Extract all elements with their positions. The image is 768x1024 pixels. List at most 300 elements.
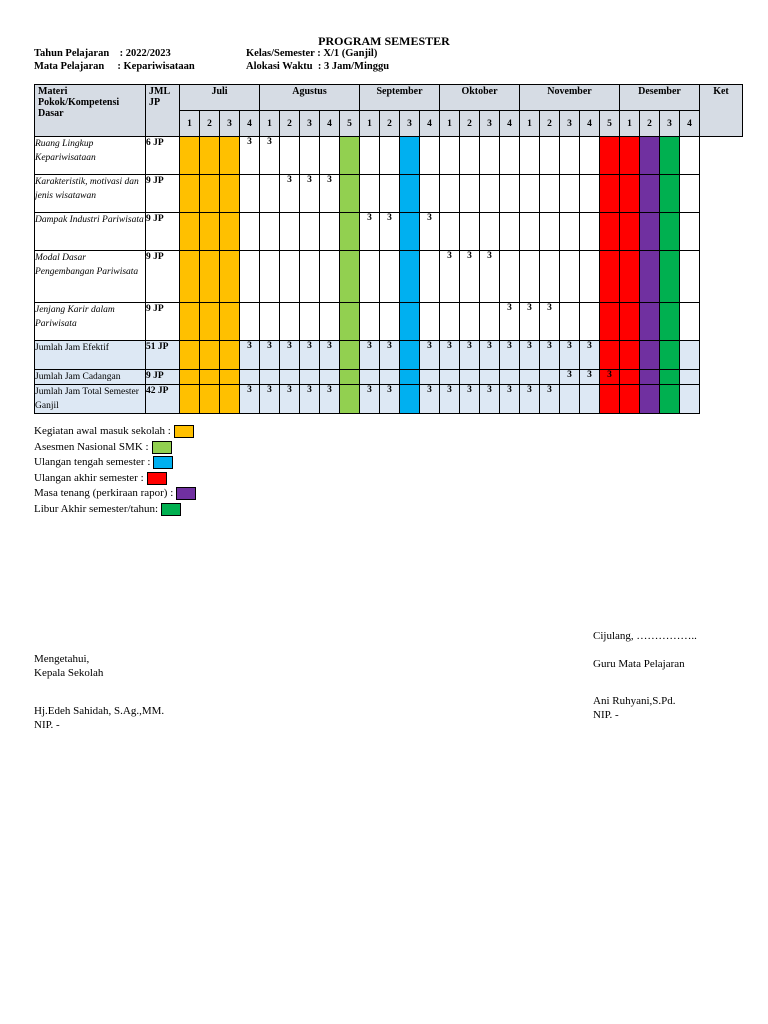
week-header: 2 [200, 111, 220, 137]
week-cell [200, 303, 220, 341]
week-cell: 3 [360, 213, 380, 251]
week-cell [460, 213, 480, 251]
jml-cell: 6 JP [146, 137, 180, 175]
week-cell [440, 137, 460, 175]
week-cell [580, 175, 600, 213]
week-cell [280, 303, 300, 341]
legend-swatch [174, 425, 194, 438]
week-cell [500, 213, 520, 251]
legend-label: Masa tenang (perkiraan rapor) : [34, 487, 174, 499]
week-cell [260, 370, 280, 385]
materi-cell: Jumlah Jam Efektif [35, 341, 146, 370]
guru-name: Ani Ruhyani,S.Pd. [593, 695, 676, 707]
week-cell [380, 303, 400, 341]
week-cell: 3 [440, 385, 460, 414]
week-header: 3 [300, 111, 320, 137]
week-cell [280, 137, 300, 175]
week-cell: 3 [600, 370, 620, 385]
week-header: 1 [520, 111, 540, 137]
week-cell [300, 370, 320, 385]
week-cell [180, 303, 200, 341]
week-cell [540, 370, 560, 385]
week-cell [660, 251, 680, 303]
week-cell [240, 370, 260, 385]
week-cell: 3 [260, 137, 280, 175]
week-cell: 3 [460, 385, 480, 414]
week-cell [260, 303, 280, 341]
week-cell [280, 213, 300, 251]
week-cell: 3 [320, 341, 340, 370]
week-cell [560, 175, 580, 213]
table-row [35, 175, 743, 213]
week-cell [340, 175, 360, 213]
kepala-sekolah-name: Hj.Edeh Sahidah, S.Ag.,MM. [34, 705, 165, 717]
header-materi: Materi Pokok/Kompetensi Dasar [35, 85, 146, 137]
week-cell [480, 175, 500, 213]
week-cell [560, 213, 580, 251]
table-row [35, 213, 743, 251]
month-header: November [520, 85, 620, 111]
week-cell [640, 137, 660, 175]
week-cell [340, 385, 360, 414]
legend-swatch [152, 441, 172, 454]
week-cell [360, 137, 380, 175]
week-cell [660, 341, 680, 370]
week-cell [420, 251, 440, 303]
kepala-sekolah-label: Kepala Sekolah [34, 667, 104, 679]
month-header: September [360, 85, 440, 111]
ket-cell [680, 303, 700, 341]
week-cell: 3 [500, 303, 520, 341]
week-header: 2 [640, 111, 660, 137]
week-cell [400, 370, 420, 385]
page-title: PROGRAM SEMESTER [318, 34, 450, 48]
week-cell: 3 [560, 341, 580, 370]
kelas-semester: Kelas/Semester : X/1 (Ganjil) [246, 48, 378, 59]
week-header: 5 [600, 111, 620, 137]
week-cell: 3 [500, 385, 520, 414]
jml-cell: 9 JP [146, 370, 180, 385]
kepala-sekolah-nip: NIP. - [34, 719, 60, 731]
summary-row [35, 370, 743, 385]
week-cell [480, 370, 500, 385]
week-cell: 3 [380, 213, 400, 251]
week-cell [240, 175, 260, 213]
week-cell: 3 [360, 385, 380, 414]
week-header: 3 [220, 111, 240, 137]
week-cell [400, 251, 420, 303]
legend-item [34, 486, 196, 502]
week-cell [580, 385, 600, 414]
week-cell [340, 213, 360, 251]
month-header: Juli [180, 85, 260, 111]
week-cell [460, 175, 480, 213]
week-cell [600, 251, 620, 303]
week-cell [580, 251, 600, 303]
week-cell: 3 [480, 341, 500, 370]
legend-swatch [161, 503, 181, 516]
week-cell [180, 370, 200, 385]
week-cell: 3 [240, 385, 260, 414]
week-cell: 3 [380, 341, 400, 370]
week-header: 3 [660, 111, 680, 137]
week-cell: 3 [520, 385, 540, 414]
week-header: 4 [320, 111, 340, 137]
week-cell [420, 303, 440, 341]
week-cell [200, 137, 220, 175]
week-cell: 3 [300, 341, 320, 370]
week-cell: 3 [420, 213, 440, 251]
week-header: 4 [680, 111, 700, 137]
week-cell [620, 370, 640, 385]
week-cell [540, 251, 560, 303]
week-cell [240, 213, 260, 251]
week-cell [600, 213, 620, 251]
ket-cell [680, 370, 700, 385]
week-cell: 3 [480, 385, 500, 414]
week-cell [520, 251, 540, 303]
week-cell [320, 370, 340, 385]
week-cell [500, 370, 520, 385]
legend-label: Libur Akhir semester/tahun: [34, 502, 159, 515]
table-row [35, 303, 743, 341]
week-cell [640, 385, 660, 414]
week-cell [520, 213, 540, 251]
week-cell: 3 [580, 370, 600, 385]
week-cell [420, 175, 440, 213]
week-cell [180, 385, 200, 414]
jml-cell: 9 JP [146, 213, 180, 251]
week-cell [600, 175, 620, 213]
week-cell [340, 370, 360, 385]
week-cell [480, 137, 500, 175]
week-cell [600, 341, 620, 370]
week-header: 1 [360, 111, 380, 137]
week-cell [460, 137, 480, 175]
week-header: 3 [480, 111, 500, 137]
week-cell [420, 370, 440, 385]
month-header: Oktober [440, 85, 520, 111]
week-cell [620, 303, 640, 341]
week-cell [660, 385, 680, 414]
week-cell [400, 385, 420, 414]
week-header: 1 [180, 111, 200, 137]
week-cell [460, 303, 480, 341]
ket-cell [680, 213, 700, 251]
week-cell [220, 341, 240, 370]
week-cell [260, 213, 280, 251]
legend-label: Asesmen Nasional SMK : [34, 440, 149, 453]
week-cell [400, 175, 420, 213]
week-header: 4 [420, 111, 440, 137]
week-cell [380, 137, 400, 175]
week-cell [560, 251, 580, 303]
week-cell [520, 370, 540, 385]
jml-cell: 42 JP [146, 385, 180, 414]
week-cell [460, 370, 480, 385]
week-cell: 3 [360, 341, 380, 370]
week-cell [220, 137, 240, 175]
week-cell [440, 303, 460, 341]
week-cell [340, 251, 360, 303]
week-header: 3 [400, 111, 420, 137]
week-cell [500, 251, 520, 303]
week-cell: 3 [240, 341, 260, 370]
legend-item [34, 424, 196, 440]
week-header: 2 [460, 111, 480, 137]
week-cell [400, 213, 420, 251]
week-cell [660, 175, 680, 213]
jml-cell: 51 JP [146, 341, 180, 370]
week-header: 2 [380, 111, 400, 137]
week-cell [340, 341, 360, 370]
week-cell [520, 175, 540, 213]
materi-cell: Jenjang Karir dalam Pariwisata [35, 303, 146, 341]
jml-cell: 9 JP [146, 251, 180, 303]
week-cell [440, 175, 460, 213]
week-cell [200, 251, 220, 303]
week-cell [220, 175, 240, 213]
week-cell [560, 303, 580, 341]
week-cell [300, 137, 320, 175]
week-cell [560, 385, 580, 414]
week-cell: 3 [320, 385, 340, 414]
guru-mapel-label: Guru Mata Pelajaran [593, 658, 685, 670]
month-header: Agustus [260, 85, 360, 111]
materi-cell: Modal Dasar Pengembangan Pariwisata [35, 251, 146, 303]
week-cell [620, 137, 640, 175]
week-cell [580, 303, 600, 341]
week-cell [300, 213, 320, 251]
header-ket: Ket [700, 85, 743, 137]
mengetahui-label: Mengetahui, [34, 653, 90, 665]
legend-item [34, 471, 196, 487]
week-cell [200, 341, 220, 370]
week-cell [380, 370, 400, 385]
legend-item [34, 455, 196, 471]
place-date: Cijulang, …………….. [593, 630, 697, 642]
materi-cell: Dampak Industri Pariwisata [35, 213, 146, 251]
legend-item [34, 440, 196, 456]
week-header: 1 [620, 111, 640, 137]
mata-pelajaran: Mata Pelajaran : Kepariwisataan [34, 61, 195, 72]
week-cell [340, 137, 360, 175]
week-cell [440, 213, 460, 251]
ket-cell [680, 251, 700, 303]
summary-row [35, 341, 743, 370]
week-cell: 3 [540, 385, 560, 414]
table-row [35, 251, 743, 303]
week-cell: 3 [420, 341, 440, 370]
week-cell [640, 251, 660, 303]
week-cell [640, 303, 660, 341]
week-cell: 3 [540, 303, 560, 341]
legend [34, 424, 196, 517]
week-cell [540, 175, 560, 213]
week-cell [200, 175, 220, 213]
materi-cell: Jumlah Jam Cadangan [35, 370, 146, 385]
guru-nip: NIP. - [593, 709, 619, 721]
week-cell: 3 [380, 385, 400, 414]
week-cell: 3 [460, 251, 480, 303]
week-cell [320, 137, 340, 175]
week-cell [180, 213, 200, 251]
ket-cell [680, 175, 700, 213]
week-cell [580, 137, 600, 175]
week-cell: 3 [440, 251, 460, 303]
week-cell: 3 [280, 341, 300, 370]
week-cell [220, 251, 240, 303]
week-cell: 3 [520, 303, 540, 341]
week-cell [220, 370, 240, 385]
week-cell [400, 137, 420, 175]
week-cell [380, 251, 400, 303]
materi-cell: Ruang Lingkup Kepariwisataan [35, 137, 146, 175]
legend-label: Ulangan akhir semester : [34, 471, 144, 484]
tahun-pelajaran: Tahun Pelajaran : 2022/2023 [34, 48, 171, 59]
week-cell: 3 [300, 385, 320, 414]
week-cell [240, 303, 260, 341]
week-header: 2 [540, 111, 560, 137]
week-cell: 3 [500, 341, 520, 370]
week-cell [480, 303, 500, 341]
week-cell [200, 370, 220, 385]
legend-label: Kegiatan awal masuk sekolah : [34, 425, 171, 437]
week-cell: 3 [440, 341, 460, 370]
week-cell [260, 175, 280, 213]
ket-cell [680, 137, 700, 175]
week-cell [400, 303, 420, 341]
week-header: 2 [280, 111, 300, 137]
week-cell [520, 137, 540, 175]
week-cell [300, 251, 320, 303]
week-cell [240, 251, 260, 303]
legend-swatch [147, 472, 167, 485]
week-header: 4 [240, 111, 260, 137]
week-cell [360, 303, 380, 341]
week-cell: 3 [560, 370, 580, 385]
legend-label: Ulangan tengah semester : [34, 456, 151, 468]
week-cell [660, 370, 680, 385]
week-cell [640, 213, 660, 251]
week-cell [360, 175, 380, 213]
legend-swatch [176, 487, 196, 500]
legend-swatch [153, 456, 173, 469]
week-cell [600, 137, 620, 175]
week-cell [640, 341, 660, 370]
week-cell [660, 303, 680, 341]
week-header: 4 [500, 111, 520, 137]
ket-cell [680, 385, 700, 414]
week-cell [200, 213, 220, 251]
week-cell [560, 137, 580, 175]
week-cell [620, 341, 640, 370]
week-cell [660, 213, 680, 251]
week-cell [640, 175, 660, 213]
week-cell [300, 303, 320, 341]
week-cell [540, 137, 560, 175]
week-cell: 3 [420, 385, 440, 414]
week-cell [180, 341, 200, 370]
week-cell [180, 251, 200, 303]
materi-cell: Karakteristik, motivasi dan jenis wisatawan [35, 175, 146, 213]
week-cell [220, 385, 240, 414]
week-cell: 3 [580, 341, 600, 370]
week-header: 4 [580, 111, 600, 137]
week-header: 1 [260, 111, 280, 137]
week-cell: 3 [480, 251, 500, 303]
week-header: 3 [560, 111, 580, 137]
week-cell [380, 175, 400, 213]
week-cell: 3 [460, 341, 480, 370]
week-cell: 3 [520, 341, 540, 370]
week-cell [640, 370, 660, 385]
week-cell [220, 213, 240, 251]
week-cell [600, 385, 620, 414]
jml-cell: 9 JP [146, 175, 180, 213]
week-cell: 3 [280, 385, 300, 414]
jml-cell: 9 JP [146, 303, 180, 341]
week-cell [620, 385, 640, 414]
week-cell [620, 251, 640, 303]
program-semester-table [34, 84, 743, 414]
week-cell [360, 370, 380, 385]
week-cell [500, 175, 520, 213]
week-cell [320, 251, 340, 303]
week-cell [580, 213, 600, 251]
week-cell [280, 370, 300, 385]
week-cell: 3 [300, 175, 320, 213]
week-cell [500, 137, 520, 175]
week-cell [400, 341, 420, 370]
week-cell [420, 137, 440, 175]
alokasi-waktu: Alokasi Waktu : 3 Jam/Minggu [246, 61, 390, 72]
week-cell: 3 [540, 341, 560, 370]
ket-cell [680, 341, 700, 370]
week-header: 1 [440, 111, 460, 137]
week-cell [620, 175, 640, 213]
legend-item [34, 502, 196, 518]
month-header: Desember [620, 85, 700, 111]
week-cell [480, 213, 500, 251]
week-cell [540, 213, 560, 251]
week-cell [440, 370, 460, 385]
week-cell [200, 385, 220, 414]
week-cell [180, 137, 200, 175]
week-header: 5 [340, 111, 360, 137]
week-cell [280, 251, 300, 303]
summary-row [35, 385, 743, 414]
week-cell [220, 303, 240, 341]
week-cell [180, 175, 200, 213]
week-cell [360, 251, 380, 303]
week-cell [320, 213, 340, 251]
week-cell: 3 [240, 137, 260, 175]
week-cell [620, 213, 640, 251]
week-cell [600, 303, 620, 341]
week-cell [260, 251, 280, 303]
week-cell [660, 137, 680, 175]
materi-cell: Jumlah Jam Total Semester Ganjil [35, 385, 146, 414]
week-cell [320, 303, 340, 341]
week-cell: 3 [260, 341, 280, 370]
week-cell: 3 [320, 175, 340, 213]
week-cell [340, 303, 360, 341]
week-cell: 3 [260, 385, 280, 414]
week-cell: 3 [280, 175, 300, 213]
header-jml: JML JP [146, 85, 180, 137]
table-row [35, 137, 743, 175]
